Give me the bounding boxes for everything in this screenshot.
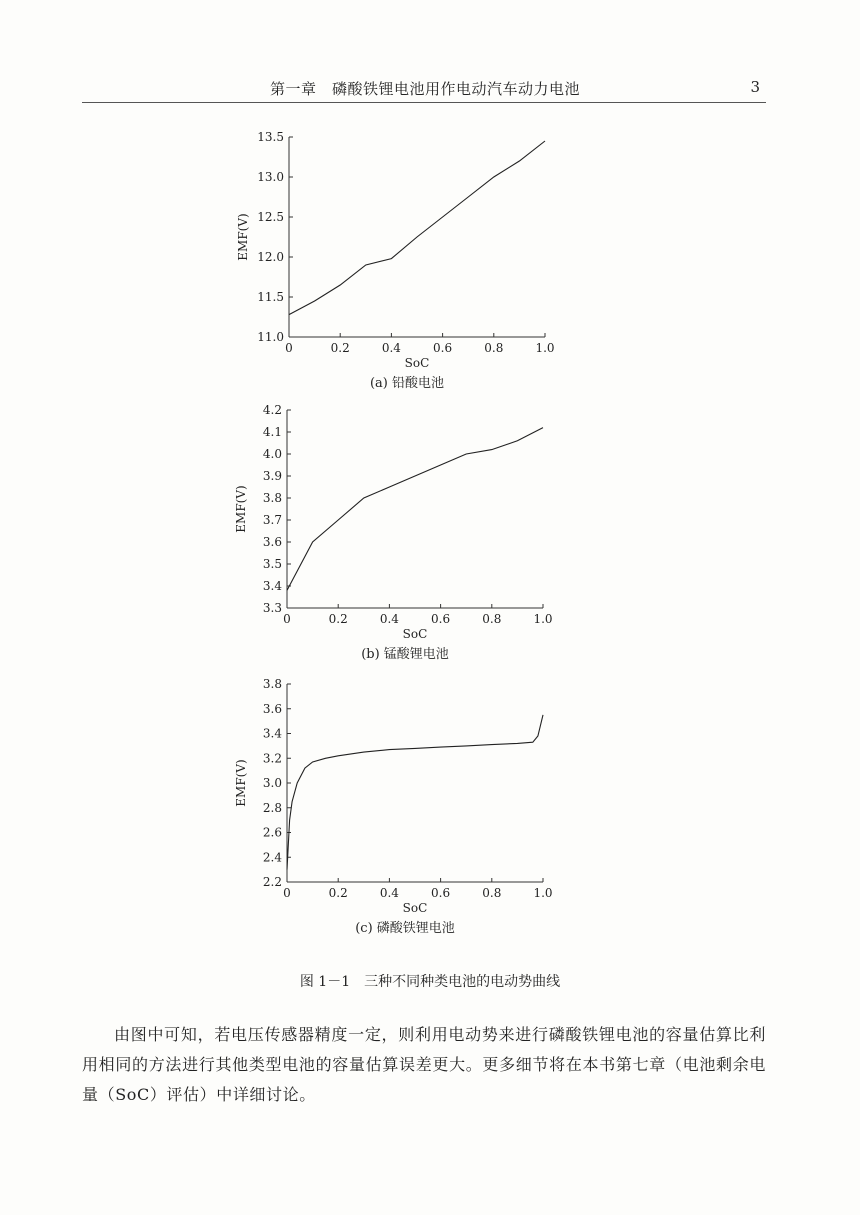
y-axis-label: EMF(V): [234, 759, 248, 807]
x-tick-label: 0.8: [484, 341, 504, 355]
body-paragraph: 由图中可知，若电压传感器精度一定，则利用电动势来进行磷酸铁锂电池的容量估算比利用相同的方法进行其他类型电池的容量估算误差更大。更多细节将在本书第七章（电池剩余电量（SoC）评估）中详细讨论。: [82, 1025, 766, 1104]
y-tick-label: 3.5: [262, 557, 282, 571]
x-tick-label: 0.2: [328, 612, 348, 626]
emf-curve: [287, 715, 543, 870]
x-tick-label: 1.0: [533, 886, 553, 900]
y-tick-label: 3.9: [262, 469, 282, 483]
x-tick-label: 0.6: [433, 341, 453, 355]
x-tick-label: 0.4: [379, 886, 399, 900]
y-tick-label: 3.4: [262, 579, 282, 593]
x-axis-label: SoC: [404, 356, 430, 370]
x-tick-label: 0.4: [381, 341, 401, 355]
y-tick-label: 12.5: [257, 210, 284, 224]
chapter-title: 第一章 磷酸铁锂电池用作电动汽车动力电池: [270, 80, 581, 98]
x-tick-label: 0.8: [482, 612, 502, 626]
x-tick-label: 0.2: [328, 886, 348, 900]
x-tick-label: 0: [283, 612, 291, 626]
y-tick-label: 13.5: [257, 130, 284, 144]
y-tick-label: 2.4: [262, 850, 282, 865]
y-tick-label: 11.0: [257, 330, 284, 344]
y-tick-label: 3.6: [262, 535, 282, 549]
subplot-caption: (c) 磷酸铁锂电池: [355, 921, 455, 936]
y-tick-label: 4.1: [262, 425, 282, 439]
y-tick-label: 12.0: [257, 250, 284, 264]
x-tick-label: 1.0: [535, 341, 555, 355]
y-tick-label: 4.0: [262, 447, 282, 461]
y-tick-label: 2.6: [262, 825, 282, 840]
x-tick-label: 0: [283, 886, 291, 900]
y-axis-label: EMF(V): [236, 213, 250, 261]
x-tick-label: 0.6: [431, 886, 451, 900]
x-tick-label: 1.0: [533, 612, 553, 626]
figure-caption: 图 1－1 三种不同种类电池的电动势曲线: [299, 974, 561, 990]
y-tick-label: 3.8: [262, 491, 282, 505]
subplot-caption: (b) 锰酸锂电池: [361, 647, 449, 662]
y-tick-label: 2.8: [262, 800, 282, 815]
page-number: 3: [750, 78, 760, 96]
y-tick-label: 3.0: [262, 776, 282, 790]
x-axis-label: SoC: [402, 901, 428, 915]
y-tick-label: 11.5: [257, 290, 284, 304]
x-tick-label: 0.8: [482, 886, 502, 900]
y-tick-label: 3.7: [262, 513, 282, 527]
y-tick-label: 3.2: [262, 751, 282, 766]
x-tick-label: 0.6: [431, 612, 451, 626]
x-tick-label: 0.4: [379, 612, 399, 626]
y-axis-label: EMF(V): [234, 485, 248, 533]
x-tick-label: 0.2: [330, 341, 350, 355]
y-tick-label: 3.6: [262, 701, 282, 716]
y-tick-label: 4.2: [262, 403, 282, 417]
y-tick-label: 13.0: [257, 170, 284, 184]
x-tick-label: 0: [285, 341, 293, 355]
y-tick-label: 3.3: [262, 601, 282, 615]
y-tick-label: 3.8: [262, 677, 282, 691]
x-axis-label: SoC: [402, 627, 428, 641]
y-tick-label: 2.2: [262, 875, 282, 889]
y-tick-label: 3.4: [262, 726, 282, 741]
subplot-caption: (a) 铅酸电池: [369, 376, 445, 391]
